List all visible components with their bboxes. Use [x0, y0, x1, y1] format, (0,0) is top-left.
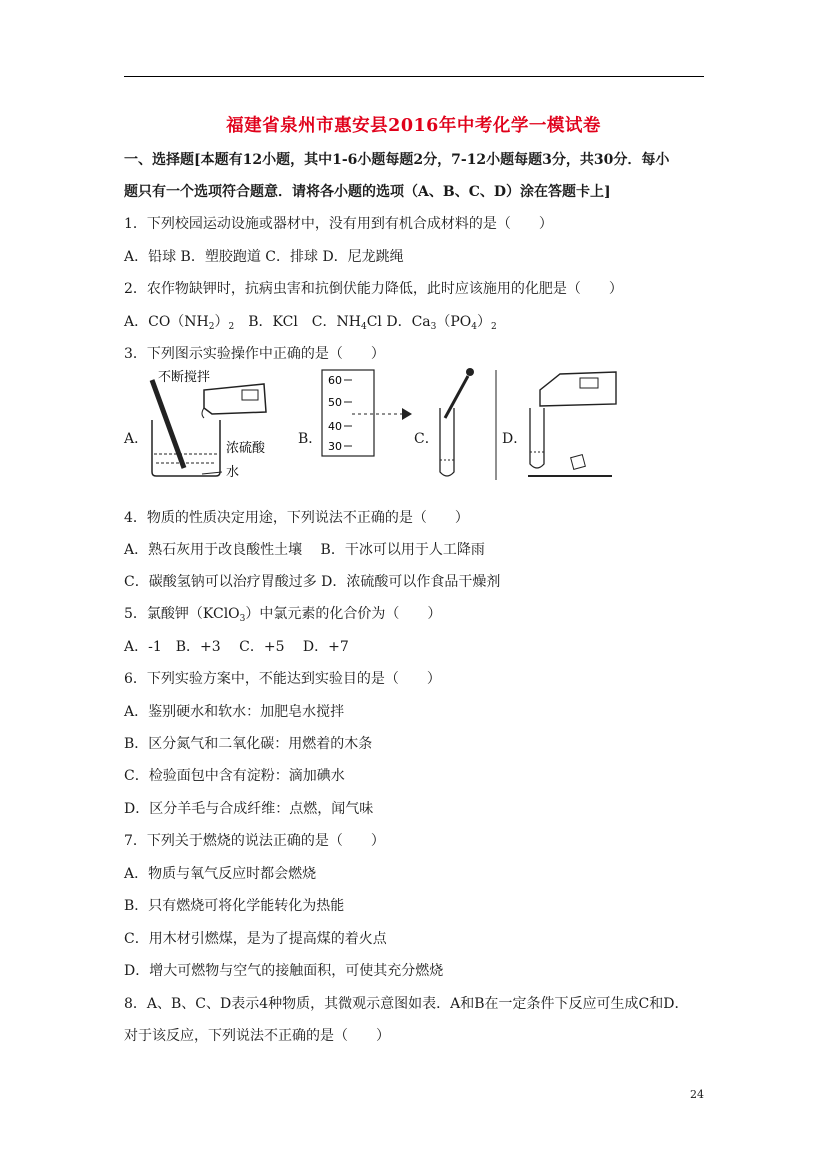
page-title: 福建省泉州市惠安县2016年中考化学一模试卷 — [226, 116, 601, 136]
question-8-stem-line1: 8．A、B、C、D表示4种物质，其微观示意图如表．A和B在一定条件下反应可生成C和D． — [124, 996, 689, 1012]
svg-text:40: 40 — [328, 420, 342, 433]
question-6-option-a: A．鉴别硬水和软水：加肥皂水搅拌 — [124, 704, 345, 720]
question-3-label-a: A． — [124, 431, 149, 447]
page-number: 24 — [690, 1088, 704, 1101]
svg-text:30: 30 — [328, 440, 342, 453]
question-1-options: A．铅球 B．塑胶跑道 C．排球 D．尼龙跳绳 — [124, 249, 404, 265]
figure-graduated-cylinder — [316, 368, 416, 480]
question-4-stem: 4．物质的性质决定用途，下列说法不正确的是（ ） — [124, 510, 469, 526]
test-tube-icon — [530, 408, 544, 468]
question-4-options-ab: A．熟石灰用于改良酸性土壤 B．干冰可以用于人工降雨 — [124, 542, 485, 558]
reagent-bottle-icon — [540, 372, 616, 406]
question-6-option-d: D．区分羊毛与合成纤维：点燃，闻气味 — [124, 801, 374, 817]
question-7-option-b: B．只有燃烧可将化学能转化为热能 — [124, 898, 345, 914]
question-8-stem-line2: 对于该反应，下列说法不正确的是（ ） — [124, 1028, 390, 1044]
header-rule — [124, 76, 704, 77]
solid-block-icon — [571, 455, 586, 470]
stir-label: 不断搅拌 — [158, 370, 211, 385]
question-6-option-b: B．区分氮气和二氧化碳：用燃着的木条 — [124, 736, 373, 752]
figure-solid-reagent — [520, 368, 620, 480]
glass-rod-icon — [152, 380, 184, 468]
question-1-stem: 1．下列校园运动设施或器材中，没有用到有机合成材料的是（ ） — [124, 216, 553, 232]
eye-icon — [402, 408, 412, 420]
question-2-options: A．$CO(NH_2)_2$ B．KCl C．$NH_4Cl$ D．$Ca_3(PO_4)_2$ — [124, 314, 497, 332]
question-3-label-c: C． — [414, 431, 439, 447]
section-heading-line1: 一、选择题[本题有12小题，其中1-6小题每题2分，7-12小题每题3分，共30分．每小 — [124, 152, 670, 168]
figure-dilution-sulfuric-acid — [142, 368, 292, 480]
question-3-label-b: B． — [298, 431, 323, 447]
water-label: 水 — [226, 465, 240, 480]
question-6-option-c: C．检验面包中含有淀粉：滴加碘水 — [124, 768, 345, 784]
beaker-icon — [152, 420, 220, 476]
question-3-stem: 3．下列图示实验操作中正确的是（ ） — [124, 346, 385, 362]
question-7-stem: 7．下列关于燃烧的说法正确的是（ ） — [124, 833, 385, 849]
question-7-option-c: C．用木材引燃煤，是为了提高煤的着火点 — [124, 931, 387, 947]
dropper-icon — [445, 376, 468, 418]
question-7-option-a: A．物质与氧气反应时都会燃烧 — [124, 866, 317, 882]
figure-dropper — [432, 368, 502, 480]
svg-text:60: 60 — [328, 374, 342, 387]
question-7-option-d: D．增大可燃物与空气的接触面积，可使其充分燃烧 — [124, 963, 444, 979]
svg-text:50: 50 — [328, 396, 342, 409]
question-5-stem: 5．氯酸钾（KClO$_3$）中氯元素的化合价为（ ） — [124, 606, 442, 624]
question-4-options-cd: C．碳酸氢钠可以治疗胃酸过多 D．浓硫酸可以作食品干燥剂 — [124, 574, 501, 590]
question-3-label-d: D． — [502, 431, 528, 447]
acid-label: 浓硫酸 — [226, 441, 266, 456]
section-heading-line2: 题只有一个选项符合题意．请将各小题的选项（A、B、C、D）涂在答题卡上] — [124, 184, 611, 200]
question-2-stem: 2．农作物缺钾时，抗病虫害和抗倒伏能力降低，此时应该施用的化肥是（ ） — [124, 281, 623, 297]
question-6-stem: 6．下列实验方案中，不能达到实验目的是（ ） — [124, 671, 441, 687]
question-5-options: A．-1 B．+3 C．+5 D．+7 — [124, 639, 349, 655]
test-tube-icon — [440, 408, 454, 476]
